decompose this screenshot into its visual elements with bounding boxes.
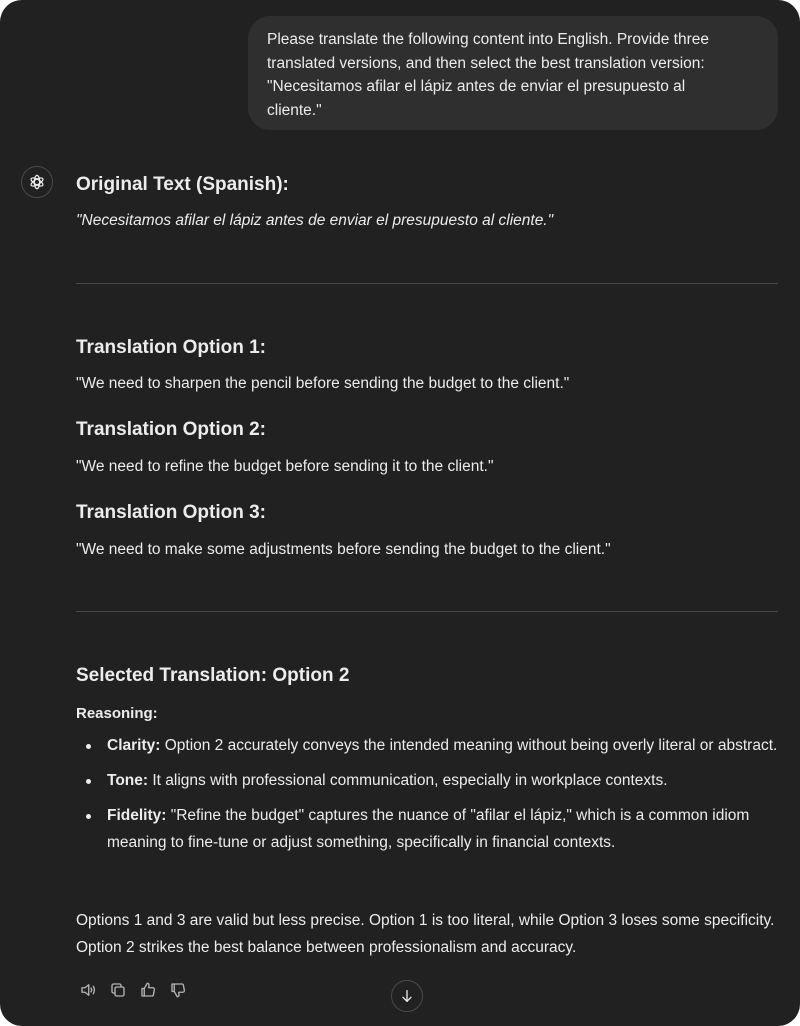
copy-icon: [109, 981, 127, 999]
original-heading: Original Text (Spanish):: [76, 174, 289, 195]
scroll-to-bottom-button[interactable]: [391, 980, 423, 1012]
reason-text: It aligns with professional communication, especially in workplace contexts.: [148, 772, 668, 789]
speaker-icon: [79, 981, 97, 999]
option-3-heading: Translation Option 3:: [76, 502, 267, 523]
thumbs-up-icon: [139, 981, 157, 999]
option-1-text: "We need to sharpen the pencil before sending the budget to the client.": [76, 375, 570, 392]
read-aloud-button[interactable]: [77, 979, 99, 1001]
original-text: "Necesitamos afilar el lápiz antes de enviar el presupuesto al cliente.": [76, 212, 554, 229]
user-message-line: cliente.": [267, 101, 322, 119]
openai-logo-icon: [27, 172, 47, 192]
option-2-text: "We need to refine the budget before sending it to the client.": [76, 458, 494, 475]
list-item: [76, 767, 778, 794]
reason-text: Option 2 accurately conveys the intended meaning without being overly literal or abstract.: [160, 737, 778, 754]
divider: [76, 283, 778, 284]
reasoning-label: Reasoning:: [76, 705, 158, 722]
user-message-line: Please translate the following content into English. Provide three: [267, 31, 710, 48]
user-message-line: "Necesitamos afilar el lápiz antes de enviar el presupuesto al: [267, 78, 686, 95]
assistant-avatar: [21, 166, 53, 198]
reason-label: Clarity:: [107, 737, 161, 754]
closing-paragraph: Options 1 and 3 are valid but less precise. Option 1 is too literal, while Option 3 loses some specificity. Option 2 strikes the best balance between professionalism and accuracy.: [76, 912, 775, 956]
thumbs-down-icon: [169, 981, 187, 999]
bad-response-button[interactable]: [167, 979, 189, 1001]
copy-button[interactable]: [107, 979, 129, 1001]
reason-label: Fidelity:: [107, 807, 167, 824]
option-2-heading: Translation Option 2:: [76, 419, 267, 440]
option-1-heading: Translation Option 1:: [76, 337, 267, 358]
user-message-line: translated versions, and then select the best translation version:: [267, 54, 705, 72]
reason-label: Tone:: [107, 772, 149, 789]
list-item: [76, 802, 778, 856]
option-3-text: "We need to make some adjustments before sending the budget to the client.": [76, 541, 611, 558]
divider: [76, 611, 778, 612]
reason-text: "Refine the budget" captures the nuance of "afilar el lápiz," which is a common idiom meaning to fine-tune or adjust something, specifically in financial contexts.: [107, 807, 750, 851]
list-item: [76, 732, 778, 759]
selected-heading: Selected Translation: Option 2: [76, 665, 350, 686]
reasons-list: [76, 732, 778, 864]
user-message-bubble: [248, 16, 778, 130]
arrow-down-icon: [399, 988, 415, 1004]
message-actions: [77, 979, 189, 1001]
good-response-button[interactable]: [137, 979, 159, 1001]
